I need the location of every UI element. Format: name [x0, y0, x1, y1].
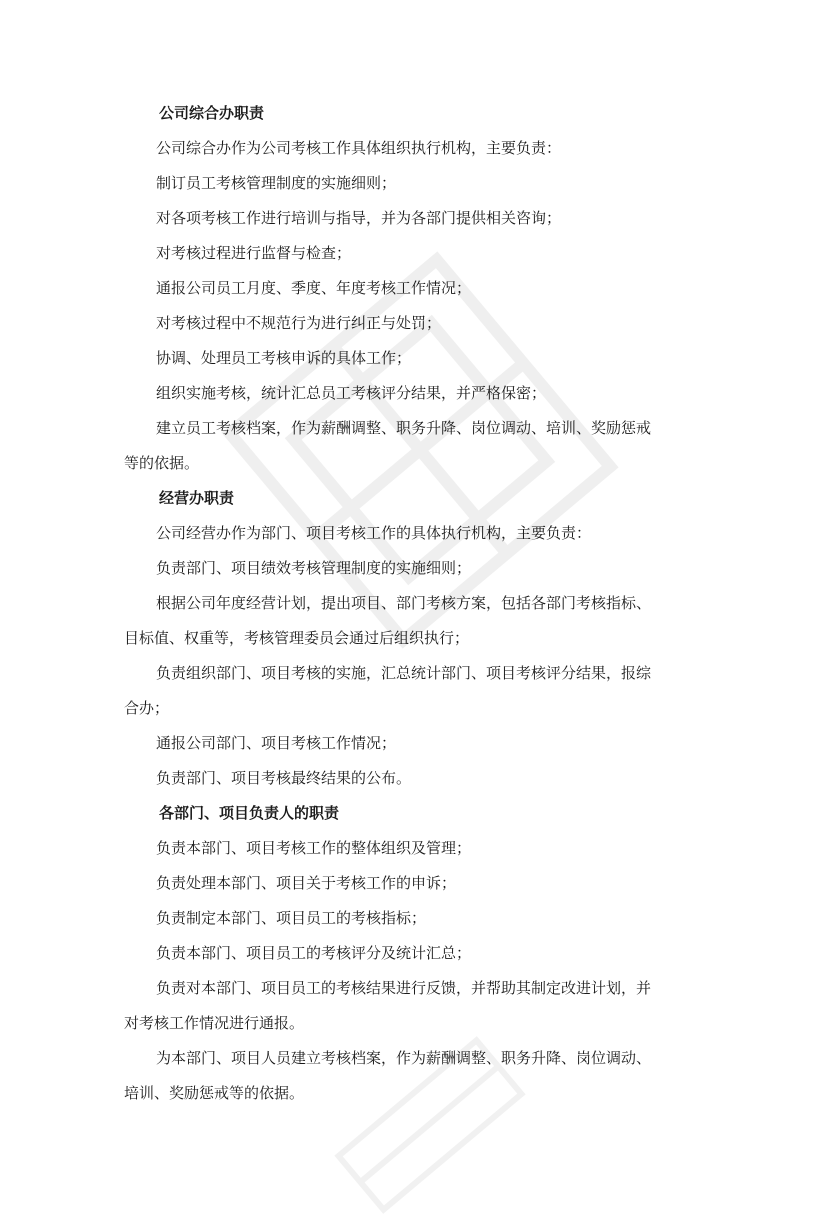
section-heading-admin: 公司综合办职责 — [159, 104, 265, 122]
paragraph-line: 公司经营办作为部门、项目考核工作的具体执行机构，主要负责： — [156, 524, 592, 542]
paragraph-line: 负责处理本部门、项目关于考核工作的申诉； — [156, 874, 457, 892]
paragraph-line-continued: 对考核工作情况进行通报。 — [124, 1014, 305, 1032]
paragraph-line: 负责部门、项目绩效考核管理制度的实施细则； — [156, 559, 472, 577]
paragraph-line: 通报公司部门、项目考核工作情况； — [156, 734, 397, 752]
section-heading-department-heads: 各部门、项目负责人的职责 — [159, 804, 340, 822]
paragraph-line: 负责本部门、项目考核工作的整体组织及管理； — [156, 839, 472, 857]
paragraph-line: 负责制定本部门、项目员工的考核指标； — [156, 909, 427, 927]
section-heading-operations: 经营办职责 — [159, 489, 235, 507]
paragraph-line: 负责部门、项目考核最终结果的公布。 — [156, 769, 412, 787]
paragraph-line: 为本部门、项目人员建立考核档案，作为薪酬调整、职务升降、岗位调动、 — [156, 1049, 652, 1067]
paragraph-line: 负责对本部门、项目员工的考核结果进行反馈，并帮助其制定改进计划，并 — [156, 979, 652, 997]
paragraph-line: 制订员工考核管理制度的实施细则； — [156, 174, 397, 192]
paragraph-line-continued: 等的依据。 — [124, 454, 200, 472]
paragraph-line: 通报公司员工月度、季度、年度考核工作情况； — [156, 279, 472, 297]
paragraph-line: 对考核过程进行监督与检查； — [156, 244, 352, 262]
paragraph-line: 负责组织部门、项目考核的实施，汇总统计部门、项目考核评分结果，报综 — [156, 664, 652, 682]
paragraph-line-continued: 合办； — [124, 699, 170, 717]
paragraph-line: 公司综合办作为公司考核工作具体组织执行机构，主要负责： — [156, 139, 562, 157]
paragraph-line-continued: 培训、奖励惩戒等的依据。 — [124, 1084, 305, 1102]
paragraph-line: 对考核过程中不规范行为进行纠正与处罚； — [156, 314, 442, 332]
paragraph-line: 协调、处理员工考核申诉的具体工作； — [156, 349, 412, 367]
paragraph-line: 根据公司年度经营计划，提出项目、部门考核方案，包括各部门考核指标、 — [156, 594, 652, 612]
paragraph-line: 建立员工考核档案，作为薪酬调整、职务升降、岗位调动、培训、奖励惩戒 — [156, 419, 652, 437]
paragraph-line: 对各项考核工作进行培训与指导，并为各部门提供相关咨询； — [156, 209, 562, 227]
document-body — [124, 96, 724, 1111]
paragraph-line: 负责本部门、项目员工的考核评分及统计汇总； — [156, 944, 472, 962]
paragraph-line: 组织实施考核，统计汇总员工考核评分结果，并严格保密； — [156, 384, 547, 402]
paragraph-line-continued: 目标值、权重等，考核管理委员会通过后组织执行； — [124, 629, 470, 647]
